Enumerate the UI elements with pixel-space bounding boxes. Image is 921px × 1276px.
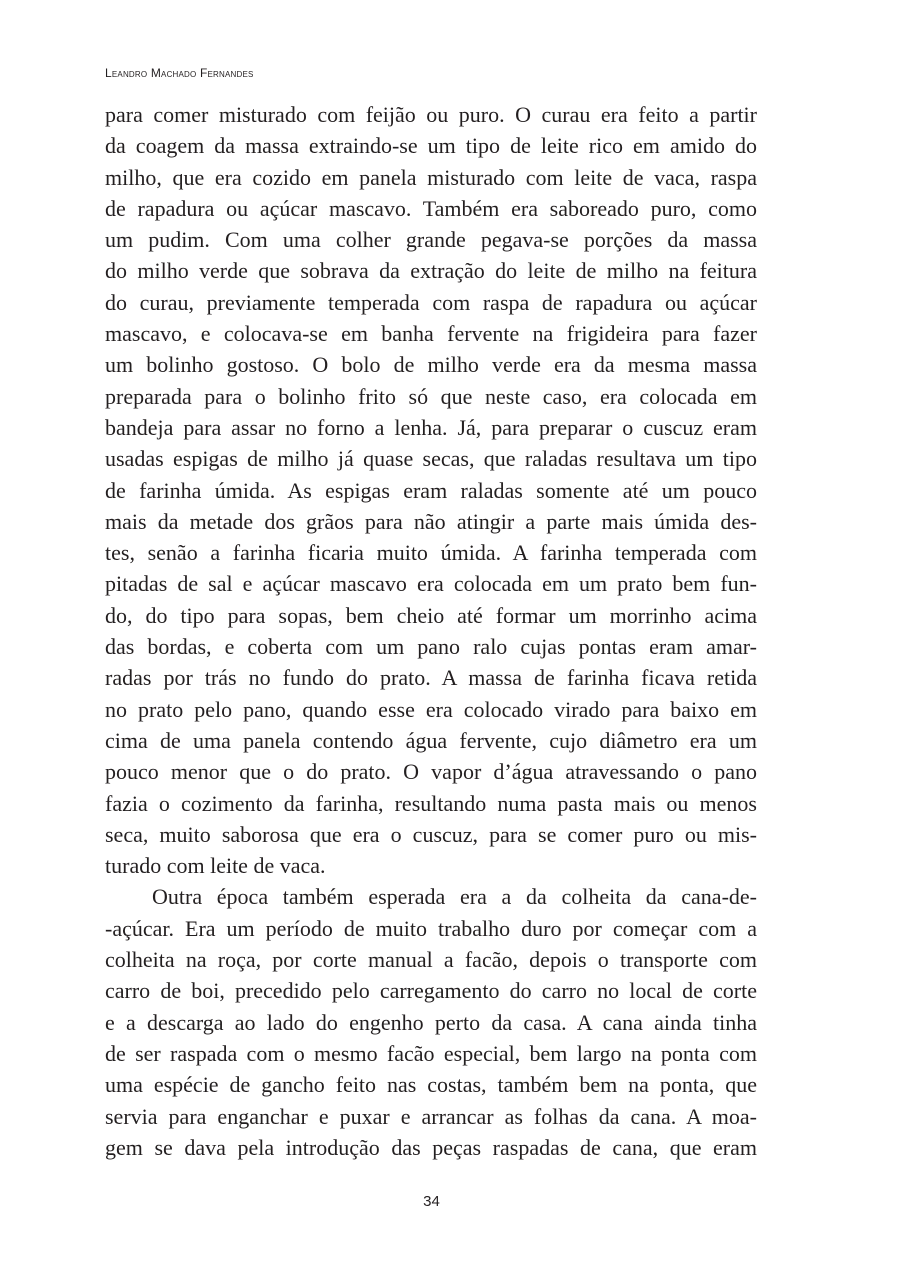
text-line: gem se dava pela introdução das peças raspadas de cana, que eram — [105, 1134, 757, 1160]
text-line: mascavo, e colocava-se em banha fervente na frigideira para fazer — [105, 321, 757, 347]
text-line: usadas espigas de milho já quase secas, que raladas resultava um tipo — [105, 446, 757, 472]
text-line: mais da metade dos grãos para não atingir a parte mais úmida des- — [105, 508, 757, 534]
text-line: fazia o cozimento da farinha, resultando numa pasta mais ou menos — [105, 790, 757, 816]
text-line: de rapadura ou açúcar mascavo. Também era saboreado puro, como — [105, 195, 757, 221]
page-number: 34 — [423, 1193, 440, 1210]
text-line: uma espécie de gancho feito nas costas, também bem na ponta, que — [105, 1072, 757, 1098]
text-line: do curau, previamente temperada com raspa de rapadura ou açúcar — [105, 289, 757, 315]
text-line: da coagem da massa extraindo-se um tipo de leite rico em amido do — [105, 133, 757, 159]
text-line: carro de boi, precedido pelo carregamento do carro no local de corte — [105, 978, 757, 1004]
body-text — [105, 99, 757, 1163]
text-line: radas por trás no fundo do prato. A massa de farinha ficava retida — [105, 665, 757, 691]
running-head: Leandro Machado Fernandes — [105, 66, 254, 80]
text-line: para comer misturado com feijão ou puro. O curau era feito a partir — [105, 102, 757, 127]
text-line: bandeja para assar no forno a lenha. Já, para preparar o cuscuz eram — [105, 414, 757, 440]
text-line: pitadas de sal e açúcar mascavo era colocada em um prato bem fun- — [105, 571, 757, 597]
text-line: colheita na roça, por corte manual a facão, depois o transporte com — [105, 947, 757, 973]
text-line: do milho verde que sobrava da extração do leite de milho na feitura — [105, 258, 757, 284]
text-line: milho, que era cozido em panela misturado com leite de vaca, raspa — [105, 164, 757, 190]
text-line: das bordas, e coberta com um pano ralo cujas pontas eram amar- — [105, 634, 757, 660]
text-line: um bolinho gostoso. O bolo de milho verde era da mesma massa — [105, 352, 757, 378]
text-line: preparada para o bolinho frito só que neste caso, era colocada em — [105, 383, 757, 409]
text-line: pouco menor que o do prato. O vapor d’água atravessando o pano — [105, 759, 757, 785]
text-line: seca, muito saborosa que era o cuscuz, para se comer puro ou mis- — [105, 821, 757, 847]
text-line: no prato pelo pano, quando esse era colocado virado para baixo em — [105, 696, 757, 722]
paragraph-2 — [105, 881, 757, 1163]
paragraph-1 — [105, 99, 757, 881]
text-line: turado com leite de vaca. — [105, 853, 326, 879]
text-line: de ser raspada com o mesmo facão especial, bem largo na ponta com — [105, 1040, 757, 1066]
text-line: um pudim. Com uma colher grande pegava-se porções da massa — [105, 227, 757, 253]
text-line: tes, senão a farinha ficaria muito úmida. A farinha temperada com — [105, 540, 757, 566]
text-line: de farinha úmida. As espigas eram raladas somente até um pouco — [105, 477, 757, 503]
text-line: cima de uma panela contendo água fervente, cujo diâmetro era um — [105, 727, 757, 753]
text-line: Outra época também esperada era a da colheita da cana-de- — [152, 884, 757, 910]
text-line: e a descarga ao lado do engenho perto da casa. A cana ainda tinha — [105, 1009, 757, 1035]
text-line: -açúcar. Era um período de muito trabalho duro por começar com a — [105, 915, 757, 941]
text-line: do, do tipo para sopas, bem cheio até formar um morrinho acima — [105, 602, 757, 628]
text-line: servia para enganchar e puxar e arrancar as folhas da cana. A moa- — [105, 1103, 757, 1129]
